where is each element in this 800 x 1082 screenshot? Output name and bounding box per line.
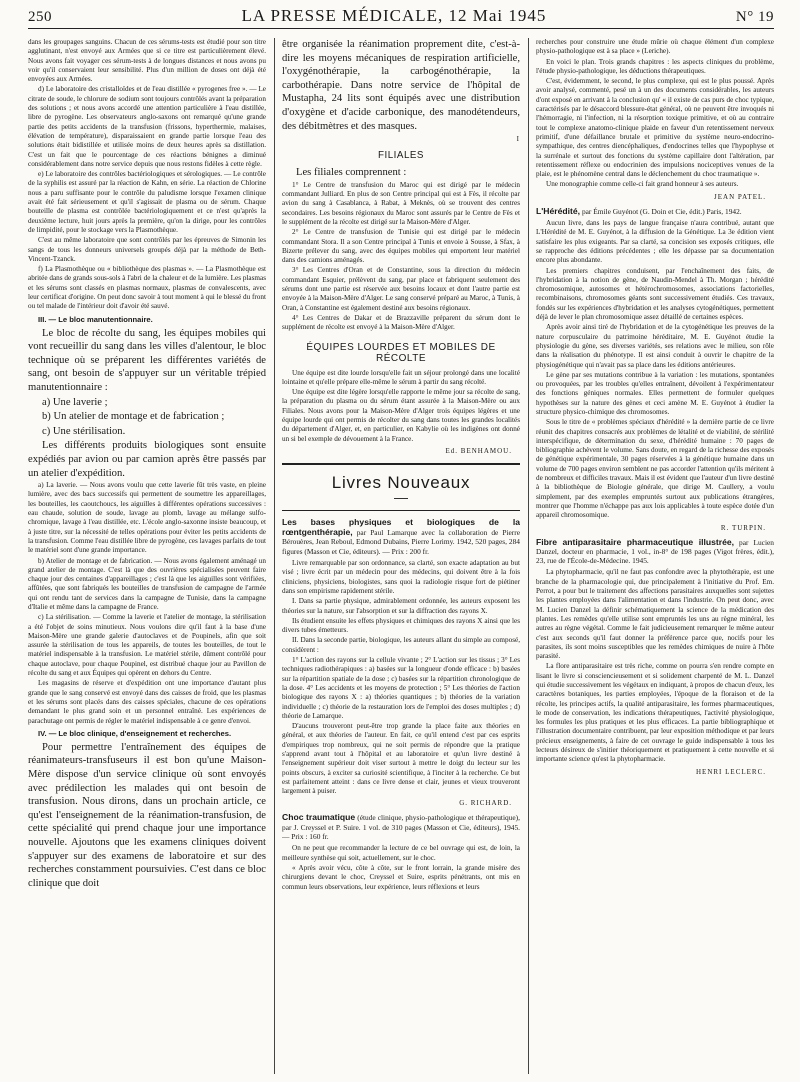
paragraph: Une monographie comme celle-ci fait grand honneur à ses auteurs. <box>546 180 739 189</box>
page-number: 250 <box>28 9 52 25</box>
paragraph: recherches pour construire une étude mûrie où chaque élément d'un complexe physio-pathologique est à sa place » (Leriche). <box>536 38 774 56</box>
list-item: c) Une stérilisation. <box>42 425 126 437</box>
paragraph: e) Le laboratoire des contrôles bactériologiques et sérologiques. — Le contrôle de la syphilis est assuré par la réaction de Kahn, en série. La réaction de Chlorine nous a paru suffisante pour le contrôle du paludisme lorsque l'examen clinique avait été fait sérieusement et qu'il s'agissait de plasma ou de sérum. Chaque bouteille de plasma est contrôlée bactériologiquement et ce n'est qu'après la deuxième lecture, huit jours après la première, qu'on la dirige, pour les contrôles de limpidité, pour le stockage vers la Plasmothèque. <box>28 170 266 234</box>
book-details: (étude clinique, physio-pathologique et thérapeutique), par J. Creyssel et P. Suire. 1 vol. de 310 pages (Masson et Cie, éditeurs), 1945. — Prix : 160 fr. <box>282 813 520 842</box>
journal-title: LA PRESSE MÉDICALE, 12 Mai 1945 <box>241 6 547 25</box>
paragraph: Les filiales comprennent : <box>296 167 407 179</box>
paragraph: dans les groupages sanguins. Chacun de ces sérums-tests est étudié pour son titre agglutinant, n'est envoyé aux Armées que si ce titre est particulièrement élevé. Nous avons fait voyager ces sérum-tests à de longues distances et nous avons pu voir qu'il conservaient leur sensibilité. Plus d'un million de doses ont déjà été envoyées aux Armées. <box>28 38 266 84</box>
paragraph: « Après avoir vécu, côte à côte, sur le front lorrain, la grande misère des chirurgiens devant le choc, Creyssel et Suire, esprits pénétrants, ont mis en commun leurs observations, leur expérience, leurs réflexions et leurs <box>282 863 520 891</box>
column-divider-2 <box>528 38 529 1074</box>
paragraph: être organisée la réanimation proprement dite, c'est-à-dire les moyens mécaniques de respiration artificielle, l'oxygénothérapie, la carbogénothérapie, la carbothérapie. Dans notre service de l'hôpital de Mustapha, 24 lits sont équipés avec une distribution d'oxygène et d'acide carbonique, des manodétendeurs, des débitmètres et des masques. <box>282 39 520 132</box>
roman-marker: I <box>516 135 520 144</box>
paragraph: 3° Les Centres d'Oran et de Constantine, sous la direction du médecin commandant Esquier, prélèvent du sang, par place et fabriquent seulement des sérums dont une partie est réservée aux besoins locaux et dont l'autre partie est envoyée à la Maison-Mère d'Alger. Le sang conservé préparé au Maroc, à Tunis, à Oran, à Constantine est également destiné aux besoins régionaux. <box>282 266 520 312</box>
book-details: par Émile Guyénot (G. Doin et Cie, édit.) Paris, 1942. <box>581 206 742 216</box>
divider <box>394 498 408 499</box>
author-signature: HENRI LECLERC. <box>696 767 766 776</box>
book-section-title: Livres Nouveaux <box>331 472 471 492</box>
book-title: Les bases physiques et biologiques de la rœntgenthérapie, <box>282 516 520 538</box>
paragraph: Une équipe est dite lourde lorsqu'elle fait un séjour prolongé dans une localité lointaine et qu'elle prépare elle-même le sérum à partir du sang récolté. <box>282 368 520 386</box>
paragraph: Le bloc de récolte du sang, les équipes mobiles qui vont recueillir du sang dans les villes d'alentour, le bloc technique où se préparent les différentes variétés de sang, ont besoin de s'appuyer sur un véritable trépied manutentionnaire : <box>28 327 266 393</box>
paragraph: 2° Le Centre de transfusion de Tunisie qui est dirigé par le médecin commandant Stora. Il a son Centre principal à Tunis et envoie à Sousse, à Sfax, à Bizerte prélever du sang, avec des équipes mobiles qui emportent leur matériel dans des camions aménagés. <box>282 228 520 265</box>
paragraph: On ne peut que recommander la lecture de ce bel ouvrage qui est, de loin, la meilleure synthèse qui soit, actuellement, sur le choc. <box>282 844 520 862</box>
paragraph: Une équipe est dite légère lorsqu'elle rapporte le même jour sa récolte de sang, la préparation du plasma ou du sérum étant assurée à la Maison-Mère ou aux Filiales. Nous avons pour la Maison-Mère d'Alger trois équipes légères et une équipe lourde qui ont permis de récolter du sang dans toutes les grandes localités du département d'Alger, et, en particulier, en Kabylie où les indigènes ont donné un si bel exemple de dévouement à la France. <box>282 388 520 443</box>
book-reference <box>282 812 520 841</box>
issue-number: N° 19 <box>735 9 774 25</box>
paragraph: 1° Le Centre de transfusion du Maroc qui est dirigé par le médecin commandant Julliard. En plus de son Centre principal qui est à Fès, il récolte par avion du sang à Casablanca, à Rabat, à Meknès, où se trouvent des centres secondaires. Les besoins régionaux du Maroc sont assurés par le Centre de Fès et le supplément de la récolte est dirigé sur la Maison-Mère d'Alger. <box>282 180 520 226</box>
journal-name: LA PRESSE MÉDICALE <box>241 6 439 25</box>
section-heading: ÉQUIPES LOURDES ET MOBILES DE RÉCOLTE <box>306 341 496 364</box>
book-reference <box>536 537 774 566</box>
column-3 <box>536 38 774 1076</box>
column-2 <box>282 38 520 1076</box>
paragraph: Livre remarquable par son ordonnance, sa clarté, son exacte adaptation au but visé ; livre écrit par un médecin pour des médecins, qui doivent être à la fois cliniciens, physiciens, biologistes, sans quoi la radiologie risque fort de piétiner dans son empirisme rapidement stérile. <box>282 559 520 595</box>
paragraph: La flore antiparasitaire est très riche, comme on pourra s'en rendre compte en lisant le livre si consciencieusement et si solidement charpenté de M. L. Danzel qui étudie successivement les végétaux en indiquant, à propos de chacun d'eux, les caractères botaniques, les parties employées, l'époque de la floraison et de la récolte, les principes actifs, la qualité antiparasitaire, les formes pharmaceutiques, le mode de conservation, les indications thérapeutiques, l'activité physiologique, les formules les plus pratiques et les plus efficaces. La partie bibliographique et l'illustration documentaire contribuent, par leur exposition méthodique et par leurs précieux enseignements, à faire de cet ouvrage le guide indispensable à tous les lecteurs désireux de s'initier théoriquement et pratiquement à cette nouvelle et si importante science qu'est la phytopharmacie. <box>536 662 774 764</box>
paragraph: c) La stérilisation. — Comme la laverie et l'atelier de montage, la stérilisation a été l'objet de soins minutieux. Nous voulons dire qu'il faut à la base d'une Maison-Mère une grande galerie d'autoclaves et de Poupinels, afin que soit assurée la stérilisation de tous les appareils, de toutes les bouteilles, de tout le matériel indispensable à la transfusion. Le matériel stérile, dûment contrôlé pour chaque autoclave, pour chaque Poupinel, est distribué chaque jour au Pavillon de récolte du sang et aux Équipes qui opèrent en dehors du Centre. <box>28 613 266 678</box>
section-heading: FILIALES <box>378 150 424 162</box>
paragraph: D'aucuns trouveront peut-être trop grande la place faite aux théories en général, et aux théories de l'auteur. En fait, ce qu'il entend c'est par ces esprits d'empiriques trop nombreux, qui ne soit permis de répondre que la pratique s'apprend avant tout à l'hôpital et au laboratoire et qu'un livre destiné à l'enseignement supérieur doit viser surtout à mettre le doigt du lecteur sur les points obscurs, à exciter sa curiosité scientifique, à l'inciter à la recherche. Ce but est parfaitement atteint : dans ce livre dense et clair, jeunes et vieux trouveront largement à puiser. <box>282 722 520 796</box>
author-signature: JEAN PATEL. <box>714 192 766 201</box>
paragraph: Pour permettre l'entraînement des équipes de réanimateurs-transfuseurs il est bon qu'une Maison-Mère dispose d'un service clinique où sont envoyés avec prédilection les malades qui ont besoin de transfusion. Nous dirons, dans un prochain article, ce qu'est l'enseignement de la réanimation-transfusion, de cette spécialité qui prend chaque jour une importance nouvelle. Ajoutons que les examens cliniques doivent s'appuyer sur des examens de laboratoire et sur des recherches constamment poursuivies. C'est dans ce bloc clinique que doit <box>28 741 266 889</box>
paragraph: Les magasins de réserve et d'expédition ont une importance d'autant plus grande que le sang conservé est envoyé dans des caisses de froid, que les plasmas et les sérums sont placés dans des caisses spéciales, chacune de ces opérations demandant le plus grand soin et un personnel entraîné. Les expériences de parachutage ont permis de régler le matériel indispensable à ce genre d'envoi. <box>28 679 266 725</box>
paragraph: Ils étudient ensuite les effets physiques et chimiques des rayons X ainsi que les divers tubes émetteurs. <box>282 616 520 635</box>
paragraph: Aucun livre, dans les pays de langue française n'aura contribué, autant que L'Hérédité de M. E. Guyénot, à la diffusion de la Génétique. La 3e édition vient satisfaire les plus exigeants. Par sa clarté, sa concision ses exposés critiques, elle se rapproche des éditions précédentes ; elle les dépasse par sa documentation encore plus abondante. <box>536 219 774 265</box>
section-heading: IV. — Le bloc clinique, d'enseignement et recherches. <box>38 728 232 738</box>
paragraph: C'est au même laboratoire que sont contrôlés par les épreuves de Simonin les sangs de tous les donneurs universels groupés déjà par la méthode de Beth-Vincent-Tzanck. <box>28 236 266 263</box>
author-signature: Ed. BENHAMOU. <box>445 446 512 455</box>
author-signature: R. TURPIN. <box>720 523 766 532</box>
paragraph: Après avoir ainsi tiré de l'hybridation et de la cytogénétique les preuves de la nature corpusculaire du patrimoine héréditaire, M. E. Guyénot étudie la physiologie du gène, ses diverses variétés, ses relations avec le milieu, son rôle dans la réalisation du phénotype. Il est ainsi conduit à ouvrir le chapitre de la physiogénétique qui n'avait pas sa place dans les éditions antérieures. <box>536 323 774 369</box>
paragraph: C'est, évidemment, le second, le plus complexe, qui est le plus poussé. Après avoir analysé, commenté, pesé un à un des documents considérables, les auteurs d'ont exposé en arrivant à la conclusion qu' « il existe de cas purs de choc typique, caractérisés par le désaccord blessure-état général, où ne peuvent être invoqués ni l'hémorragie, ni l'infection, ni la résorption toxique primitive, et où au contraire tout le complexe anatomo-clinique plaide en faveur d'un retentissement nerveux primitif, d'une défaillance brutale et primitive du système neuro-endocrino-sympathique, des centres diencéphaliques, d'endocrines telles que l'hypophyse et la surrénale et surtout des fonctions du système capillaire dont l'altération, par retentissement réflexe ou endocrinien des impulsions nociceptives venues de la plaie, est le phénomène central dans le déclenchement du choc traumatique ». <box>536 77 774 179</box>
section-heading: III. — Le bloc manutentionnaire. <box>38 314 153 324</box>
paragraph: II. Dans la seconde partie, biologique, les auteurs allant du simple au composé, considèrent : <box>282 636 520 654</box>
paragraph: I. Dans sa partie physique, admirablement ordonnée, les auteurs exposent les théories sur la nature, sur l'absorption et sur la diffraction des rayons X. <box>282 597 520 615</box>
column-divider-1 <box>274 38 275 1074</box>
list-item: b) Un atelier de montage et de fabrication ; <box>42 411 225 423</box>
book-title: Choc traumatique <box>282 812 356 823</box>
paragraph: Sous le titre de « problèmes spéciaux d'hérédité » la dernière partie de ce livre réunit des chapitres consacrés aux problèmes de létalité et de viabilité, de stérilité interspécifique, de détermination du sexe, d'hérédité humaine : 70 pages de bibliographie achèvent le volume. Sans doute, en regard de la richesse des exposés de génétique expérimentale, 30 pages réservées à la génétique humaine dans un volume de 700 pages environ semblent ne pas accorder l'attention qu'ils méritent à de nombreux et difficiles travaux. Mais il est évident que l'auteur d'un livre destiné à la bibliothèque de Biologie générale, que dirige M. Caullery, a voulu simplement, par des exemples empruntés surtout aux publications étrangères, montrer que l'homme n'échappe pas aux lois applicables à toute espèce dotée d'un appareil chromosomique. <box>536 418 774 520</box>
paragraph: b) Atelier de montage et de fabrication. — Nous avons également aménagé un grand atelier de montage. C'est là que des ouvrières spécialisées peuvent faire chaque jour des centaines d'appareillages ; c'est là que les aiguilles sont vérifiées, affûtées, que sont fabriqués les bouteilles de transfusion de campagne de l'armée qui ont rendu tant de services dans la campagne de Tunisie, dans la campagne d'Italie et même dans la campagne de France. <box>28 556 266 611</box>
column-1 <box>28 38 266 1076</box>
book-title: L'Hérédité, <box>536 205 581 216</box>
paragraph: Le gène par ses mutations contribue à la variation : les mutations, spontanées ou provoquées, par les troubles qu'elles entraînent, dévoilent à l'expérimentateur des fonctions géniques normales. Elles permettent de formuler quelques hypothèses sur la nature des gènes et ceci amène M. E. Guyénot à étudier la structure physico-chimique des chromosomes. <box>536 370 774 416</box>
issue-date: 12 Mai 1945 <box>448 6 547 25</box>
header-rule <box>28 28 774 29</box>
author-signature: G. RICHARD. <box>459 799 512 808</box>
list-item: a) Une laverie ; <box>42 396 108 408</box>
book-details: par Lucien Danzel, docteur en pharmacie, 1 vol., in-8° de 198 pages (Vigot frères, édit.), 23, rue de l'École-de-Médecine. 1945. <box>536 537 774 566</box>
paragraph: En voici le plan. Trois grands chapitres : les aspects cliniques du problème, l'étude physio-pathologique, les déductions thérapeutiques. <box>536 57 774 75</box>
paragraph: a) La laverie. — Nous avons voulu que cette laverie fût très vaste, en pleine lumière, avec des bacs successifs qui permettent de soumettre les appareillages, les bouteilles, les caoutchoucs, les aiguilles à différentes opérations successives : eau chaude, solution de soude, lavage au plomb, lavage au mélange sulfo-chromique, lavage à l'eau distillée, etc. L'école anglo-saxonne insiste beaucoup, et à juste titre, sur la nécessité de telles opérations pour éviter les petits accidents de la transfusion. Comme l'eau distillée libre de pyrogène, ces lavages parfaits de tout le matériel sont d'une grande importance. <box>28 481 266 555</box>
book-section-banner <box>282 463 520 511</box>
paragraph: La phytopharmacie, qu'il ne faut pas confondre avec la phytothérapie, est une branche de la pharmacologie qui, due principalement à l'initiative du Prof. Em. Perrot, a pour but le traitement des affections parasitaires auxquelles sont sujettes les plantes employées dans l'alimentation et dans l'industrie. On peut donc, avec M. Lucien Danzel la définir schématiquement la science de la médication des plantes. Les remèdes qu'elle utilise sont empruntés les uns au règne minéral, les autres au règne végétal. Comme le fait judicieusement remarquer le même auteur c'est aux seconds qu'il faut donner la préférence parce que, nocifs pour les parasites, ils sont moins susceptibles que les remèdes chimiques de nuire à l'hôte parasité. <box>536 568 774 661</box>
paragraph: 1° L'action des rayons sur la cellule vivante ; 2° L'action sur les tissus ; 3° Les techniques radiothérapiques : a) basées sur la longueur d'onde efficace : b) basées sur la répartition spatiale de la dose ; c) basées sur la répartition chronologique de la dose. 4° Les accidents et les moyens de protection ; 5° Les théories de l'action biologique des rayons X : a) théories quantiques ; b) théories de la variation individuelle ; c) théorie de la restauration lors de l'emploi des doses multiples ; d) théorie de Lamarque. <box>282 656 520 720</box>
book-reference <box>282 517 520 556</box>
paragraph: Les différents produits biologiques sont ensuite expédiés par avion ou par camion après être passés par un atelier d'expédition. <box>28 440 266 479</box>
book-details: par Paul Lamarque avec la collaboration de Pierre Bérouères, Jean Reboul, Edmond Dubains, Pierre Lorimy. 1942, 520 pages, 284 figures (Masson et Cie, éditeurs). — Prix : 200 fr. <box>282 528 520 556</box>
paragraph: d) Le laboratoire des cristalloïdes et de l'eau distillée « pyrogenes free ». — Le citrate de soude, le chlorure de sodium sont toujours contrôlés avant la préparation des solutions ; et nous avons accordé une attention particulière à l'eau distillée, libre de pyrogène. Les observateurs anglo-saxons ont remarqué qu'une grande partie des petits accidents de la transfusion (frissons, hyperthermie, malaises, élévation de température), disparaissaient en grande partie lorsque l'eau des solutions était bidistillée et utilisée moins de deux heures après sa distillation. C'est un fait que le pourcentage de ces réactions bénignes a diminué considérablement dans notre service depuis que nous restons fidèles à cette règle. <box>28 85 266 168</box>
paragraph: 4° Les Centres de Dakar et de Brazzaville préparent du sérum dont le supplément de récolte est envoyé à la Maison-Mère d'Alger. <box>282 313 520 332</box>
paragraph: Les premiers chapitres conduisent, par l'enchaînement des faits, de l'hybridation à la notion de gène, de Naudin-Mendel à Th. Morgan ; hérédité chromosomique, autosomes et hétérochromosomes, associations factorielles, recombinaisons, chromosomes géants sont successivement étudiés. Ces travaux, fondés sur les expériences d'hybridation et les analyses cytogénétiques, permettent déjà de lever le plan chromosomique assez détaillé de certaines espèces. <box>536 266 774 322</box>
paragraph: f) La Plasmothèque ou « bibliothèque des plasmas ». — La Plasmothèque est abritée dans de grands sous-sols à l'abri de la chaleur et de la lumière. Les plasmas et les sérums sont classés en plasmas normaux, plasmas de convalescents, avec leur certificat d'origine. On peut donc savoir à tout moment à qui le blessé du front ou tel malade de l'intérieur doit d'avoir été sauvé. <box>28 265 266 311</box>
book-title: Fibre antiparasitaire pharmaceutique illustrée, <box>536 536 735 547</box>
book-reference <box>536 206 774 216</box>
page-header <box>28 6 774 26</box>
